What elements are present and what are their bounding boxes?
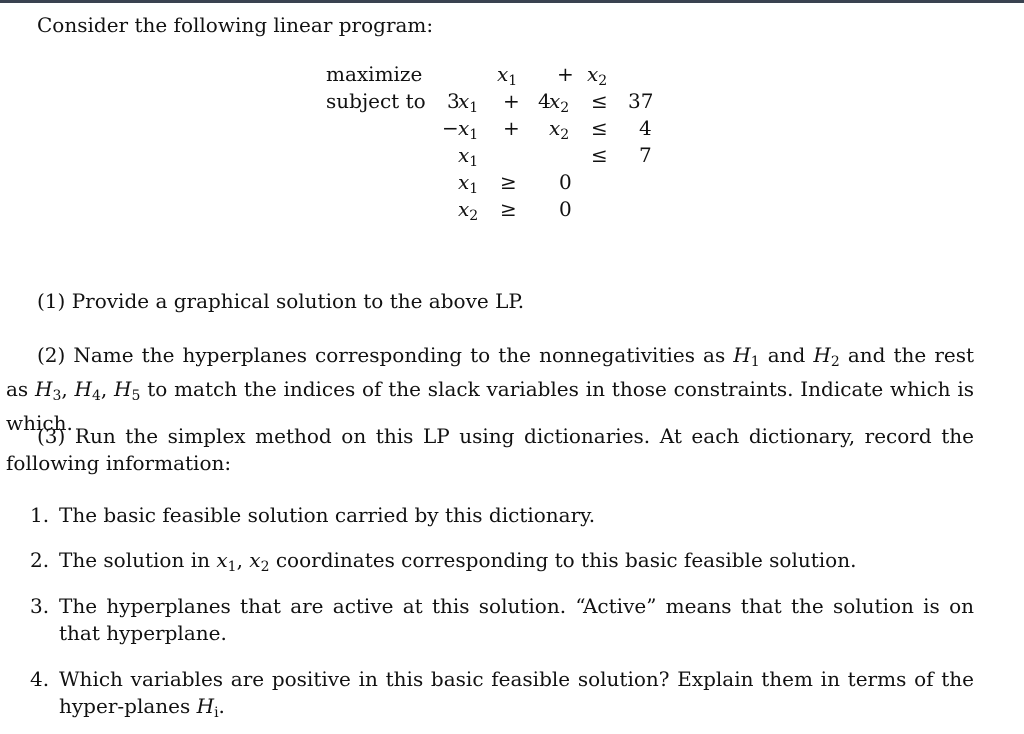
nn1-rel: ≥ — [500, 170, 517, 194]
c2-rel: ≤ — [591, 116, 608, 140]
nn2-rhs: 0 — [559, 197, 572, 221]
intro-text: Consider the following linear program: — [37, 13, 434, 37]
c2-rhs: 4 — [639, 116, 652, 140]
c2-plus: + — [503, 116, 520, 140]
question-1: (1) Provide a graphical solution to the above LP. — [37, 289, 525, 313]
c1-coef1: 3 — [447, 89, 460, 113]
obj-x1: $x_1$ — [497, 62, 518, 89]
c1-plus: + — [503, 89, 520, 113]
c1-coef2: 4 — [538, 89, 551, 113]
document-page: Consider the following linear program: maximize $x_1$ + $x_2$ subject to 3 $x_1$ + 4 $x_2$ ≤ 37 − $x_1$ + $x_2$ ≤ 4 $x_1$ ≤ 7 $x_1$ ≥ 0 $x_2$ ≥ 0 (1) Provide a graphical solution to the above LP. (2) Name the hyperplanes corresponding to the nonnegativities as $H_1$ and $H_2$ and the rest as $H_3$, $H_4$, $H_5$ to match the indices of the slack variables in those constraints. Indicate which is which. (3) Run the simplex method on this LP using dictionaries. At each dictionary, record the following information: 1. The basic feasible solution carried by this dictionary. 2. The solution in $x_1$, $x_2$ coordinates corresponding to this basic feasible solution. 3. The hyperplanes that are active at this solution. “Active” means that the solution is on that hyperplane. 4. Which variables are positive in this basic feasible solution? Explain them in terms of the hyper-planes $H_i$. — [0, 0, 1024, 734]
subject-to-label: subject to — [326, 89, 426, 113]
question-2: (2) Name the hyperplanes corresponding to the nonnegativities as $H_1$ and $H_2$ and the rest as $H_3$, $H_4$, $H_5$ to match the indices of the slack variables in those constraints. Indicate which is which. — [6, 343, 975, 435]
c1-x1: $x_1$ — [458, 89, 479, 116]
c3-rhs: 7 — [639, 143, 652, 167]
maximize-label: maximize — [326, 62, 423, 86]
c3-rel: ≤ — [591, 143, 608, 167]
nn2-x2: $x_2$ — [458, 197, 479, 224]
c3-x1: $x_1$ — [458, 143, 479, 170]
c2-x2: $x_2$ — [549, 116, 570, 143]
obj-plus: + — [557, 62, 574, 86]
c1-rel: ≤ — [591, 89, 608, 113]
nn1-x1: $x_1$ — [458, 170, 479, 197]
question-3: (3) Run the simplex method on this LP using dictionaries. At each dictionary, record the following information: — [6, 424, 974, 475]
obj-x2: $x_2$ — [587, 62, 608, 89]
nn1-rhs: 0 — [559, 170, 572, 194]
c2-minus: − — [442, 116, 459, 140]
c1-rhs: 37 — [628, 89, 654, 113]
nn2-rel: ≥ — [500, 197, 517, 221]
c2-x1: $x_1$ — [458, 116, 479, 143]
c1-x2: $x_2$ — [549, 89, 570, 116]
